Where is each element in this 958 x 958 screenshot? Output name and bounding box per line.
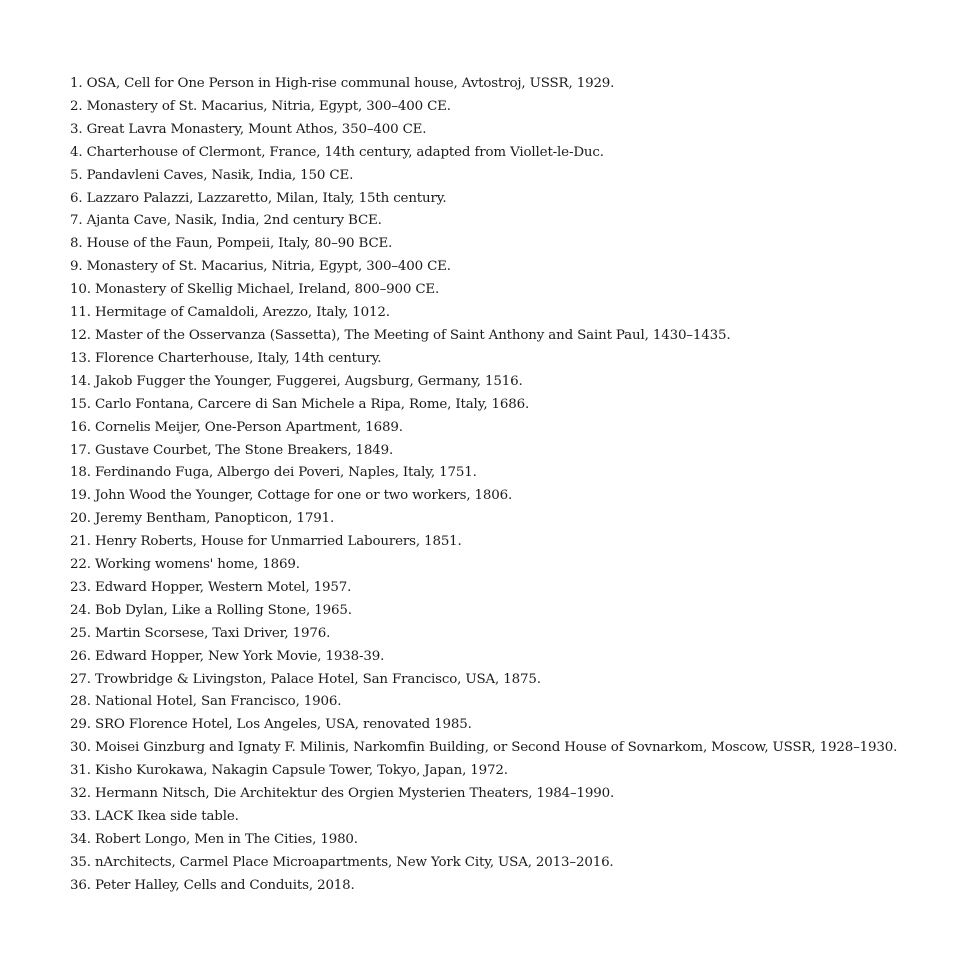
caption-item: 29. SRO Florence Hotel, Los Angeles, USA, renovated 1985. bbox=[70, 717, 472, 733]
image-caption-list bbox=[70, 73, 940, 898]
caption-page bbox=[70, 73, 940, 898]
caption-item: 32. Hermann Nitsch, Die Architektur des Orgien Mysterien Theaters, 1984–1990. bbox=[70, 786, 615, 802]
caption-item: 35. nArchitects, Carmel Place Microapartments, New York City, USA, 2013–2016. bbox=[70, 854, 614, 870]
caption-item: 24. Bob Dylan, Like a Rolling Stone, 1965. bbox=[70, 602, 352, 618]
caption-item: 30. Moisei Ginzburg and Ignaty F. Milinis, Narkomfin Building, or Second House of Sovnarkom, Moscow, USSR, 1928–1930. bbox=[70, 740, 898, 756]
caption-item: 16. Cornelis Meijer, One-Person Apartment, 1689. bbox=[70, 419, 403, 435]
caption-item: 11. Hermitage of Camaldoli, Arezzo, Italy, 1012. bbox=[70, 305, 390, 321]
caption-item: 34. Robert Longo, Men in The Cities, 1980. bbox=[70, 831, 358, 847]
caption-item: 25. Martin Scorsese, Taxi Driver, 1976. bbox=[70, 625, 331, 641]
caption-item: 22. Working womens' home, 1869. bbox=[70, 557, 300, 573]
caption-item: 1. OSA, Cell for One Person in High-rise communal house, Avtostroj, USSR, 1929. bbox=[70, 76, 615, 91]
caption-item: 4. Charterhouse of Clermont, France, 14th century, adapted from Viollet-le-Duc. bbox=[70, 144, 604, 160]
caption-item: 10. Monastery of Skellig Michael, Ireland, 800–900 CE. bbox=[70, 282, 440, 298]
caption-item: 17. Gustave Courbet, The Stone Breakers, 1849. bbox=[70, 442, 394, 458]
caption-item: 3. Great Lavra Monastery, Mount Athos, 350–400 CE. bbox=[70, 121, 427, 137]
caption-item: 21. Henry Roberts, House for Unmarried Labourers, 1851. bbox=[70, 534, 462, 550]
caption-item: 14. Jakob Fugger the Younger, Fuggerei, Augsburg, Germany, 1516. bbox=[70, 373, 523, 389]
caption-item: 20. Jeremy Bentham, Panopticon, 1791. bbox=[70, 511, 335, 527]
caption-item: 7. Ajanta Cave, Nasik, India, 2nd century BCE. bbox=[70, 213, 382, 229]
caption-item: 8. House of the Faun, Pompeii, Italy, 80–90 BCE. bbox=[70, 236, 393, 252]
caption-item: 31. Kisho Kurokawa, Nakagin Capsule Tower, Tokyo, Japan, 1972. bbox=[70, 763, 508, 779]
caption-item: 12. Master of the Osservanza (Sassetta), The Meeting of Saint Anthony and Saint Paul, 1430–1435. bbox=[70, 327, 731, 343]
caption-item: 33. LACK Ikea side table. bbox=[70, 809, 239, 824]
caption-item: 15. Carlo Fontana, Carcere di San Michele a Ripa, Rome, Italy, 1686. bbox=[70, 396, 530, 412]
caption-item: 36. Peter Halley, Cells and Conduits, 2018. bbox=[70, 877, 355, 893]
caption-item: 27. Trowbridge & Livingston, Palace Hotel, San Francisco, USA, 1875. bbox=[70, 671, 541, 687]
caption-item: 19. John Wood the Younger, Cottage for one or two workers, 1806. bbox=[70, 488, 513, 504]
caption-item: 18. Ferdinando Fuga, Albergo dei Poveri, Naples, Italy, 1751. bbox=[70, 465, 477, 481]
caption-item: 26. Edward Hopper, New York Movie, 1938-39. bbox=[70, 648, 385, 664]
caption-item: 6. Lazzaro Palazzi, Lazzaretto, Milan, Italy, 15th century. bbox=[70, 190, 447, 206]
caption-item: 9. Monastery of St. Macarius, Nitria, Egypt, 300–400 CE. bbox=[70, 259, 451, 275]
caption-item: 5. Pandavleni Caves, Nasik, India, 150 CE. bbox=[70, 167, 354, 183]
caption-item: 28. National Hotel, San Francisco, 1906. bbox=[70, 694, 342, 710]
caption-item: 13. Florence Charterhouse, Italy, 14th century. bbox=[70, 350, 382, 366]
caption-item: 23. Edward Hopper, Western Motel, 1957. bbox=[70, 579, 352, 595]
caption-item: 2. Monastery of St. Macarius, Nitria, Egypt, 300–400 CE. bbox=[70, 98, 451, 114]
